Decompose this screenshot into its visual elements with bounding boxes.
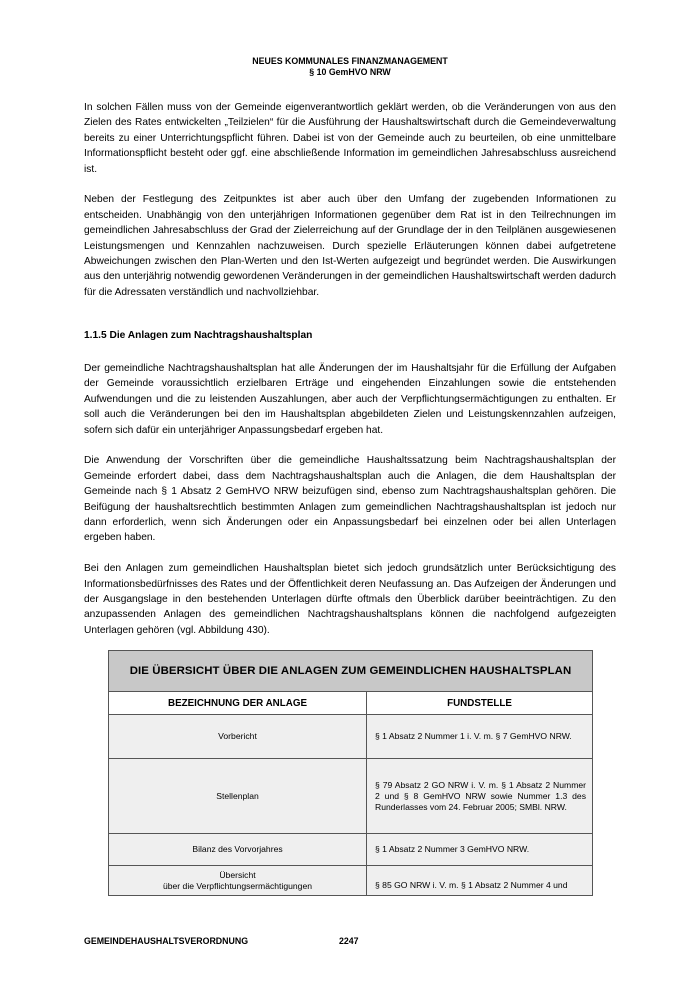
table-title: DIE ÜBERSICHT ÜBER DIE ANLAGEN ZUM GEMEINDLICHEN HAUSHALTSPLAN (109, 651, 593, 692)
paragraph: In solchen Fällen muss von der Gemeinde eigenverantwortlich geklärt werden, ob die Veränderungen von aus den Zielen des Rates entwickelten „Teilzielen“ für die Ausführung der Haushaltswirtschaft durch die Gemeindeverwaltung bereits zu einer Unterrichtungspflicht führen. Dabei ist von der Gemeinde auch zu beurteilen, ob eine unmittelbare Informationspflicht besteht oder ggf. eine abschließende Information im gemeindlichen Jahresabschluss ausreichend ist. (84, 102, 616, 175)
paragraph: Die Anwendung der Vorschriften über die gemeindliche Haushaltssatzung beim Nachtragshaushaltsplan der Gemeinde erfordert dabei, dass dem Nachtragshaushaltsplan auch die Anlagen, die dem Haushaltsplan der Gemeinde nach § 1 Absatz 2 GemHVO NRW beizufügen sind, ebenso zum Nachtragshaushaltsplan gehören. Die Beifügung der haushaltsrechtlich bestimmten Anlagen zum gemeindlichen Nachtragshaushaltsplan ist jedoch nur dann erforderlich, wenn sich Änderungen oder ein Anpassungsbedarf bei einzelnen oder bei allen Unterlagen ergeben haben. (84, 455, 616, 544)
intro-text (84, 100, 616, 316)
table-row (109, 834, 593, 866)
annex-reference: § 1 Absatz 2 Nummer 3 GemHVO NRW. (367, 834, 593, 866)
table-row (109, 715, 593, 759)
annex-reference: § 79 Absatz 2 GO NRW i. V. m. § 1 Absatz 2 Nummer 2 und § 8 GemHVO NRW sowie Nummer 1.3 des Runderlasses vom 24. Februar 2005; SMBl. NRW. (367, 759, 593, 834)
annex-name: Übersicht über die Verpflichtungsermächtigungen (109, 866, 367, 896)
paragraph: Bei den Anlagen zum gemeindlichen Haushaltsplan bietet sich jedoch grundsätzlich unter Berücksichtigung des Informationsbedürfnisses des Rates und der Öffentlichkeit deren Neufassung an. Das Aufzeigen der Änderungen und der Ausgangslage in den bestehenden Unterlagen dürfte oftmals den Überblick darüber beeinträchtigen. Zu den anzupassenden Anlagen des gemeindlichen Nachtragshaushaltsplans können die nachfolgend aufgezeigten Unterlagen gehören (vgl. Abbildung 430). (84, 563, 616, 636)
annex-table (108, 650, 592, 896)
paragraph: Neben der Festlegung des Zeitpunktes ist aber auch über den Umfang der zugebenden Informationen zu entscheiden. Unabhängig von den unterjährigen Informationen gegenüber dem Rat ist in den Teilrechnungen im gemeindlichen Jahresabschluss der Grad der Zielerreichung auf der Grundlage der in den Teilplänen ausgewiesenen Leistungsmengen und Kennzahlen nachzuweisen. Durch spezielle Erläuterungen können dabei aufgetretene Abweichungen zwischen den Plan-Werten und den Ist-Werten aufgezeigt und begründet werden. Die Auswirkungen aus den unterjährig notwendig gewordenen Veränderungen in der gemeindlichen Haushaltswirtschaft werden dadurch für die Adressaten verständlich und nachvollziehbar. (84, 194, 616, 298)
section-text (84, 361, 616, 654)
section-heading: 1.1.5 Die Anlagen zum Nachtragshaushaltsplan (84, 330, 313, 341)
header-subtitle: § 10 GemHVO NRW (309, 67, 391, 77)
footer-title: GEMEINDEHAUSHALTSVERORDNUNG (84, 936, 249, 946)
table-row (109, 866, 593, 896)
table-row (109, 759, 593, 834)
page-number: 2247 (339, 936, 359, 946)
paragraph: Der gemeindliche Nachtragshaushaltsplan hat alle Änderungen der im Haushaltsjahr für die Erfüllung der Aufgaben der Gemeinde voraussichtlich erzielbaren Erträge und eingehenden Einzahlungen sowie die entstehenden Aufwendungen und die zu leistenden Auszahlungen, aber auch der Verpflichtungsermächtigungen zu enthalten. Er soll auch die Veränderungen bei den im Haushaltsplan abgebildeten Zielen und Leistungskennzahlen aufzeigen, sofern sich dafür ein unterjähriger Anpassungsbedarf ergeben hat. (84, 363, 616, 436)
annex-reference: § 1 Absatz 2 Nummer 1 i. V. m. § 7 GemHVO NRW. (367, 715, 593, 759)
annex-name: Bilanz des Vorvorjahres (109, 834, 367, 866)
page-header (0, 56, 700, 78)
annex-name: Stellenplan (109, 759, 367, 834)
column-header-reference: FUNDSTELLE (367, 692, 593, 715)
annex-name: Vorbericht (109, 715, 367, 759)
column-header-designation: BEZEICHNUNG DER ANLAGE (109, 692, 367, 715)
page-footer (84, 936, 359, 946)
annex-reference: § 85 GO NRW i. V. m. § 1 Absatz 2 Nummer 4 und (367, 866, 593, 896)
header-title: NEUES KOMMUNALES FINANZMANAGEMENT (252, 56, 448, 66)
